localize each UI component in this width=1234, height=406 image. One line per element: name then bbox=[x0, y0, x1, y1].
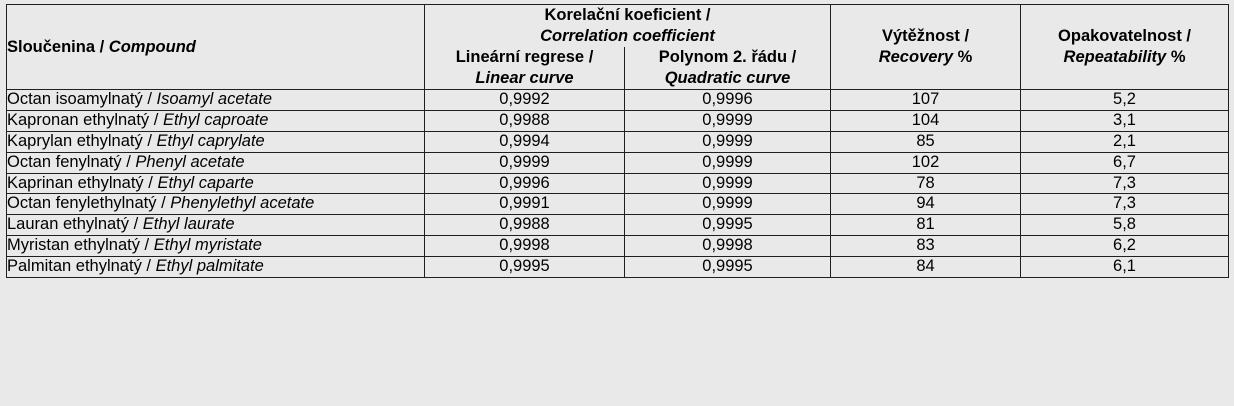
table-row bbox=[7, 173, 1229, 194]
table-row bbox=[7, 111, 1229, 132]
compound-sep: / bbox=[121, 152, 136, 171]
cell-quadratic: 0,9999 bbox=[625, 194, 831, 215]
header-repeatability-en: Repeatability bbox=[1063, 48, 1167, 67]
cell-recovery: 83 bbox=[831, 236, 1021, 257]
cell-quadratic: 0,9995 bbox=[625, 215, 831, 236]
compound-en: Phenyl acetate bbox=[135, 152, 245, 171]
cell-compound bbox=[7, 111, 425, 132]
table-row bbox=[7, 90, 1229, 111]
cell-repeatability: 6,1 bbox=[1021, 256, 1229, 277]
header-compound-sep: / bbox=[95, 37, 109, 56]
cell-recovery: 107 bbox=[831, 90, 1021, 111]
cell-quadratic: 0,9995 bbox=[625, 256, 831, 277]
header-compound bbox=[7, 5, 425, 90]
cell-linear: 0,9995 bbox=[425, 256, 625, 277]
header-correlation-en: Correlation coefficient bbox=[540, 27, 715, 46]
cell-repeatability: 6,7 bbox=[1021, 152, 1229, 173]
cell-repeatability: 6,2 bbox=[1021, 236, 1229, 257]
cell-recovery: 104 bbox=[831, 111, 1021, 132]
header-linear-sep: / bbox=[584, 48, 594, 67]
cell-recovery: 94 bbox=[831, 194, 1021, 215]
table-row bbox=[7, 132, 1229, 153]
cell-recovery: 78 bbox=[831, 173, 1021, 194]
header-recovery-cz: Výtěžnost bbox=[881, 27, 960, 46]
compound-cz: Kaprylan ethylnatý bbox=[7, 132, 143, 151]
table-row bbox=[7, 215, 1229, 236]
cell-linear: 0,9994 bbox=[425, 132, 625, 153]
compound-cz: Octan isoamylnatý bbox=[7, 90, 143, 109]
header-row-1 bbox=[7, 5, 1229, 48]
compound-en: Ethyl myristate bbox=[153, 236, 262, 255]
cell-compound bbox=[7, 236, 425, 257]
header-repeatability-sep: / bbox=[1181, 27, 1191, 46]
header-recovery-sep: / bbox=[959, 27, 970, 46]
compound-en: Phenylethyl acetate bbox=[170, 194, 315, 213]
header-correlation-sep: / bbox=[701, 6, 711, 24]
compound-sep: / bbox=[141, 256, 156, 275]
header-linear-en: Linear curve bbox=[475, 69, 574, 88]
compound-cz: Palmitan ethylnatý bbox=[7, 256, 142, 275]
cell-compound bbox=[7, 90, 425, 111]
header-quadratic-sep: / bbox=[787, 48, 797, 67]
compound-sep: / bbox=[142, 132, 157, 151]
cell-compound bbox=[7, 152, 425, 173]
cell-recovery: 102 bbox=[831, 152, 1021, 173]
header-quadratic-curve bbox=[625, 47, 831, 90]
cell-linear: 0,9991 bbox=[425, 194, 625, 215]
cell-repeatability: 7,3 bbox=[1021, 173, 1229, 194]
cell-quadratic: 0,9999 bbox=[625, 152, 831, 173]
cell-repeatability: 3,1 bbox=[1021, 111, 1229, 132]
cell-linear: 0,9999 bbox=[425, 152, 625, 173]
header-linear-cz: Lineární regrese bbox=[455, 48, 585, 67]
cell-recovery: 85 bbox=[831, 132, 1021, 153]
compound-sep: / bbox=[142, 90, 157, 109]
compound-sep: / bbox=[156, 194, 171, 213]
table-row bbox=[7, 236, 1229, 257]
compound-en: Ethyl caproate bbox=[162, 111, 269, 130]
cell-compound bbox=[7, 194, 425, 215]
cell-compound bbox=[7, 215, 425, 236]
compound-cz: Kaprinan ethylnatý bbox=[7, 173, 144, 192]
cell-linear: 0,9992 bbox=[425, 90, 625, 111]
cell-linear: 0,9988 bbox=[425, 215, 625, 236]
header-compound-cz: Sloučenina bbox=[7, 37, 96, 56]
cell-linear: 0,9998 bbox=[425, 236, 625, 257]
header-recovery-unit: % bbox=[953, 48, 973, 67]
cell-compound bbox=[7, 173, 425, 194]
cell-compound bbox=[7, 132, 425, 153]
header-linear-curve bbox=[425, 47, 625, 90]
compound-sep: / bbox=[149, 111, 163, 130]
compound-sep: / bbox=[143, 173, 158, 192]
cell-repeatability: 5,8 bbox=[1021, 215, 1229, 236]
header-quadratic-en: Quadratic curve bbox=[664, 69, 791, 88]
header-recovery-en: Recovery bbox=[878, 48, 954, 67]
header-quadratic-cz: Polynom 2. řádu bbox=[658, 48, 788, 67]
cell-quadratic: 0,9999 bbox=[625, 132, 831, 153]
validation-results-table bbox=[6, 4, 1229, 278]
cell-linear: 0,9988 bbox=[425, 111, 625, 132]
table-row bbox=[7, 194, 1229, 215]
compound-cz: Kapronan ethylnatý bbox=[7, 111, 150, 130]
header-repeatability-cz: Opakovatelnost bbox=[1058, 27, 1182, 46]
header-repeatability-unit: % bbox=[1166, 48, 1186, 67]
cell-recovery: 81 bbox=[831, 215, 1021, 236]
cell-quadratic: 0,9999 bbox=[625, 111, 831, 132]
cell-recovery: 84 bbox=[831, 256, 1021, 277]
compound-cz: Myristan ethylnatý bbox=[7, 236, 140, 255]
compound-en: Ethyl caparte bbox=[157, 173, 254, 192]
header-repeatability bbox=[1021, 5, 1229, 90]
cell-compound bbox=[7, 256, 425, 277]
compound-sep: / bbox=[139, 236, 154, 255]
header-correlation-cz: Korelační koeficient bbox=[544, 6, 702, 24]
header-correlation-coefficient bbox=[425, 5, 831, 48]
table-row bbox=[7, 152, 1229, 173]
cell-repeatability: 2,1 bbox=[1021, 132, 1229, 153]
header-compound-en: Compound bbox=[108, 37, 196, 56]
compound-cz: Lauran ethylnatý bbox=[7, 215, 130, 234]
cell-quadratic: 0,9996 bbox=[625, 90, 831, 111]
compound-en: Ethyl palmitate bbox=[155, 256, 264, 275]
compound-en: Ethyl caprylate bbox=[156, 132, 265, 151]
table-body bbox=[7, 90, 1229, 277]
cell-linear: 0,9996 bbox=[425, 173, 625, 194]
cell-quadratic: 0,9998 bbox=[625, 236, 831, 257]
table-row bbox=[7, 256, 1229, 277]
header-recovery bbox=[831, 5, 1021, 90]
table-header bbox=[7, 5, 1229, 90]
cell-quadratic: 0,9999 bbox=[625, 173, 831, 194]
compound-en: Ethyl laurate bbox=[142, 215, 235, 234]
compound-en: Isoamyl acetate bbox=[156, 90, 273, 109]
compound-cz: Octan fenylethylnatý bbox=[7, 194, 157, 213]
cell-repeatability: 7,3 bbox=[1021, 194, 1229, 215]
compound-sep: / bbox=[129, 215, 143, 234]
cell-repeatability: 5,2 bbox=[1021, 90, 1229, 111]
compound-cz: Octan fenylnatý bbox=[7, 152, 122, 171]
